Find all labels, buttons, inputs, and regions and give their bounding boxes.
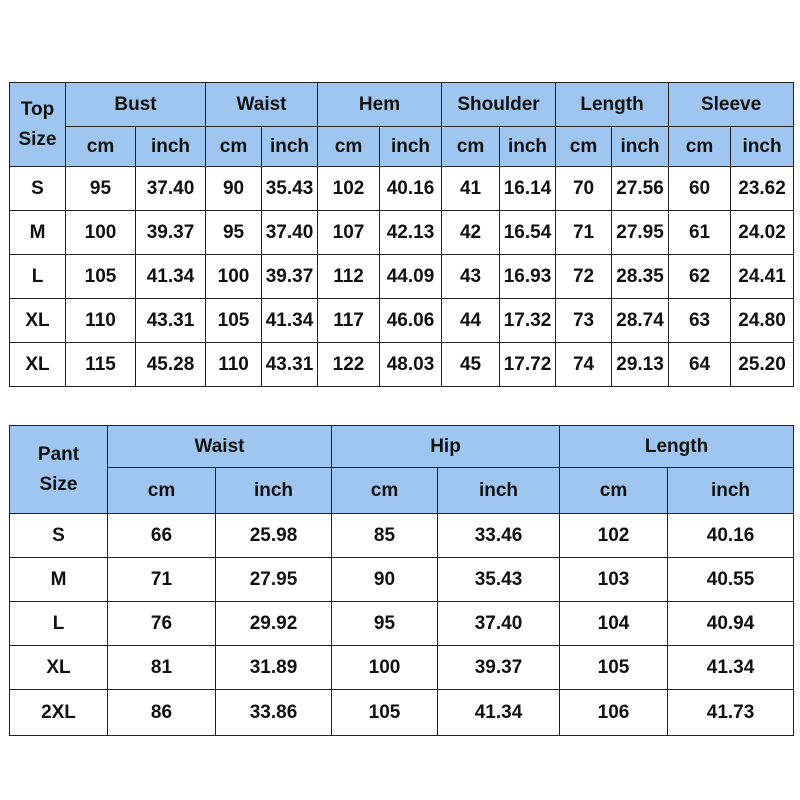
table-cell: 24.02: [731, 211, 794, 255]
table-cell: 27.95: [612, 211, 669, 255]
table-cell: 41.34: [438, 690, 560, 736]
table-cell: 46.06: [380, 299, 442, 343]
table-cell: 105: [206, 299, 262, 343]
size-label: L: [10, 602, 108, 646]
top-unit-header: inch: [731, 127, 794, 167]
table-cell: 37.40: [136, 167, 206, 211]
table-cell: 106: [560, 690, 668, 736]
table-cell: 23.62: [731, 167, 794, 211]
table-row: [10, 690, 794, 736]
pant-group-length: Length: [560, 426, 794, 468]
table-cell: 41.34: [262, 299, 318, 343]
table-cell: 27.95: [216, 558, 332, 602]
table-cell: 71: [556, 211, 612, 255]
pant-unit-header: inch: [216, 468, 332, 514]
pant-unit-header: inch: [668, 468, 794, 514]
table-cell: 37.40: [262, 211, 318, 255]
table-cell: 102: [318, 167, 380, 211]
pant-group-waist: Waist: [108, 426, 332, 468]
table-cell: 62: [669, 255, 731, 299]
top-unit-header: inch: [380, 127, 442, 167]
table-cell: 17.32: [500, 299, 556, 343]
table-cell: 61: [669, 211, 731, 255]
top-unit-header: cm: [318, 127, 380, 167]
table-cell: 39.37: [438, 646, 560, 690]
table-cell: 35.43: [438, 558, 560, 602]
top-group-waist: Waist: [206, 83, 318, 127]
table-cell: 100: [206, 255, 262, 299]
top-unit-header: cm: [66, 127, 136, 167]
table-cell: 104: [560, 602, 668, 646]
table-cell: 40.94: [668, 602, 794, 646]
table-cell: 28.74: [612, 299, 669, 343]
top-unit-header: inch: [262, 127, 318, 167]
table-row: [10, 558, 794, 602]
table-cell: 95: [66, 167, 136, 211]
table-row: [10, 646, 794, 690]
table-cell: 42: [442, 211, 500, 255]
table-cell: 40.16: [380, 167, 442, 211]
table-cell: 24.41: [731, 255, 794, 299]
table-row: [10, 343, 794, 387]
table-cell: 45.28: [136, 343, 206, 387]
table-cell: 43.31: [136, 299, 206, 343]
top-unit-header: cm: [206, 127, 262, 167]
table-cell: 41.73: [668, 690, 794, 736]
pant-size-table: [9, 425, 794, 736]
table-cell: 42.13: [380, 211, 442, 255]
table-cell: 48.03: [380, 343, 442, 387]
table-cell: 17.72: [500, 343, 556, 387]
table-cell: 39.37: [136, 211, 206, 255]
top-group-bust: Bust: [66, 83, 206, 127]
table-cell: 31.89: [216, 646, 332, 690]
table-row: [10, 514, 794, 558]
table-cell: 63: [669, 299, 731, 343]
table-cell: 64: [669, 343, 731, 387]
top-group-sleeve: Sleeve: [669, 83, 794, 127]
table-cell: 90: [206, 167, 262, 211]
size-label: M: [10, 211, 66, 255]
top-size-table: [9, 82, 794, 387]
table-cell: 41.34: [668, 646, 794, 690]
table-cell: 105: [332, 690, 438, 736]
table-cell: 95: [332, 602, 438, 646]
table-cell: 71: [108, 558, 216, 602]
pant-group-hip: Hip: [332, 426, 560, 468]
table-row: [10, 255, 794, 299]
top-group-shoulder: Shoulder: [442, 83, 556, 127]
pant-size-header: Pant Size: [10, 426, 108, 514]
table-cell: 115: [66, 343, 136, 387]
table-row: [10, 211, 794, 255]
table-cell: 25.20: [731, 343, 794, 387]
table-cell: 45: [442, 343, 500, 387]
top-unit-header: cm: [556, 127, 612, 167]
table-cell: 100: [332, 646, 438, 690]
table-cell: 76: [108, 602, 216, 646]
size-label: S: [10, 514, 108, 558]
table-cell: 39.37: [262, 255, 318, 299]
table-cell: 100: [66, 211, 136, 255]
table-cell: 28.35: [612, 255, 669, 299]
top-unit-header: cm: [669, 127, 731, 167]
table-cell: 90: [332, 558, 438, 602]
pant-unit-header: cm: [560, 468, 668, 514]
table-cell: 117: [318, 299, 380, 343]
table-cell: 44.09: [380, 255, 442, 299]
table-cell: 33.86: [216, 690, 332, 736]
table-row: [10, 299, 794, 343]
top-group-length: Length: [556, 83, 669, 127]
table-cell: 95: [206, 211, 262, 255]
table-cell: 72: [556, 255, 612, 299]
table-cell: 44: [442, 299, 500, 343]
table-cell: 105: [66, 255, 136, 299]
top-size-header: Top Size: [10, 83, 66, 167]
table-cell: 27.56: [612, 167, 669, 211]
size-label: S: [10, 167, 66, 211]
table-cell: 41: [442, 167, 500, 211]
size-label: XL: [10, 299, 66, 343]
table-cell: 33.46: [438, 514, 560, 558]
table-row: [10, 167, 794, 211]
table-cell: 60: [669, 167, 731, 211]
table-cell: 16.54: [500, 211, 556, 255]
top-unit-header: cm: [442, 127, 500, 167]
table-cell: 112: [318, 255, 380, 299]
table-cell: 86: [108, 690, 216, 736]
table-cell: 29.92: [216, 602, 332, 646]
table-cell: 74: [556, 343, 612, 387]
pant-unit-header: inch: [438, 468, 560, 514]
table-cell: 41.34: [136, 255, 206, 299]
table-cell: 107: [318, 211, 380, 255]
table-cell: 70: [556, 167, 612, 211]
table-cell: 81: [108, 646, 216, 690]
top-unit-header: inch: [500, 127, 556, 167]
table-row: [10, 602, 794, 646]
table-cell: 43.31: [262, 343, 318, 387]
table-cell: 85: [332, 514, 438, 558]
pant-unit-header: cm: [108, 468, 216, 514]
table-cell: 40.55: [668, 558, 794, 602]
table-cell: 29.13: [612, 343, 669, 387]
table-cell: 122: [318, 343, 380, 387]
table-cell: 40.16: [668, 514, 794, 558]
table-cell: 37.40: [438, 602, 560, 646]
table-cell: 43: [442, 255, 500, 299]
top-group-hem: Hem: [318, 83, 442, 127]
table-cell: 110: [66, 299, 136, 343]
table-cell: 35.43: [262, 167, 318, 211]
table-cell: 73: [556, 299, 612, 343]
table-cell: 24.80: [731, 299, 794, 343]
size-label: XL: [10, 646, 108, 690]
table-cell: 25.98: [216, 514, 332, 558]
table-cell: 102: [560, 514, 668, 558]
table-cell: 110: [206, 343, 262, 387]
table-cell: 105: [560, 646, 668, 690]
table-cell: 66: [108, 514, 216, 558]
table-cell: 103: [560, 558, 668, 602]
table-cell: 16.93: [500, 255, 556, 299]
size-label: XL: [10, 343, 66, 387]
size-label: 2XL: [10, 690, 108, 736]
size-label: M: [10, 558, 108, 602]
top-unit-header: inch: [612, 127, 669, 167]
size-label: L: [10, 255, 66, 299]
top-unit-header: inch: [136, 127, 206, 167]
table-cell: 16.14: [500, 167, 556, 211]
pant-unit-header: cm: [332, 468, 438, 514]
